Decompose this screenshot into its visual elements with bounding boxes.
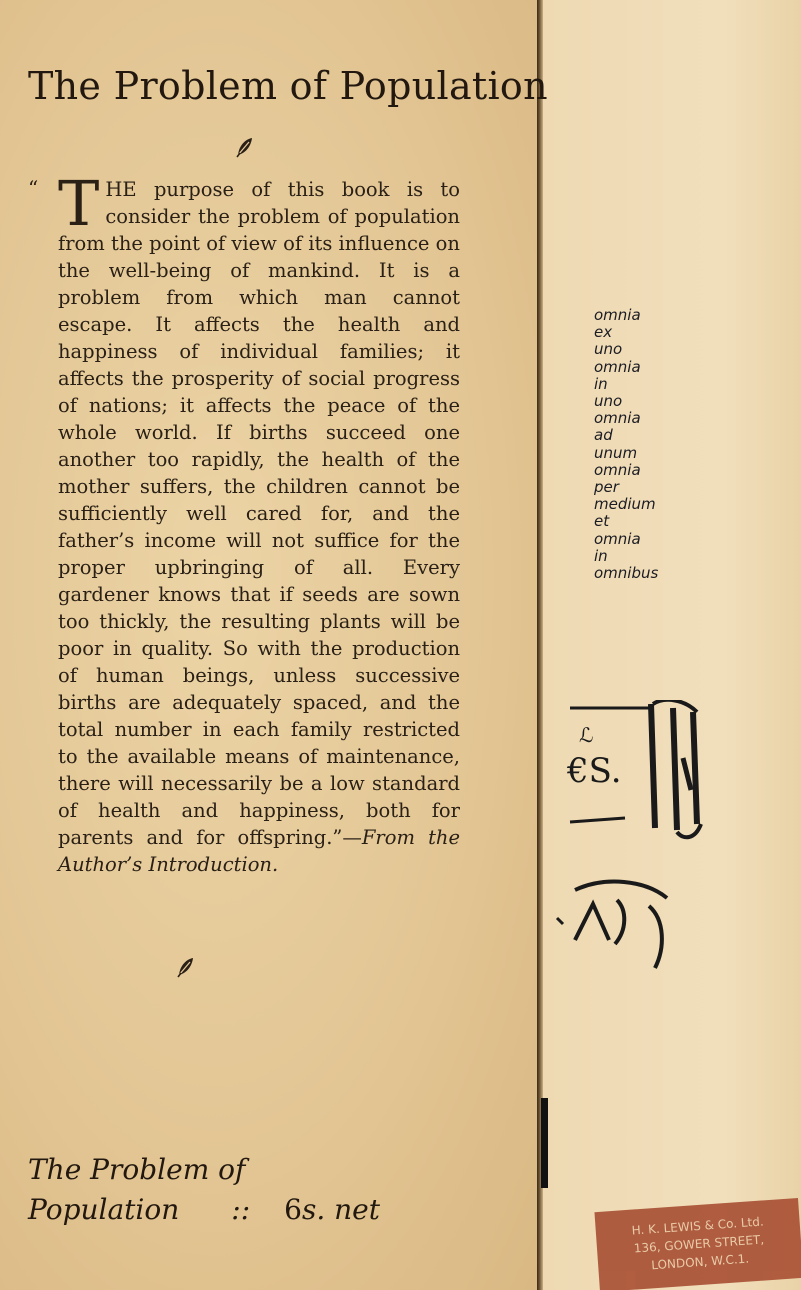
motto-word: uno xyxy=(594,392,623,411)
motto-word: omnia xyxy=(594,357,641,376)
drop-cap: T xyxy=(58,167,100,240)
motto-word: omnibus xyxy=(594,564,659,583)
introduction-text: HE purpose of this book is to consider the problem of population from the point of view of its influence on the well-being of mankind. It is a problem from which man cannot escape. It affects the health and happiness of individual families; it affects the prosperity of social progress of nations; it affects the peace of the whole world. If births succeed one another too rapidly, the health of the mother suffers, the children cannot be sufficiently well cared for, and the father’s income will not suffice for the proper upbringing of all. Every gardener knows that if seeds are sown too thickly, the resulting plants will be poor in quality. So with the production of human beings, unless successive births are adequately spaced, and the total number in each family restricted to the available means of maintenance, there will necessarily be a low standard of health and happiness, both for parents and for offspring.”— xyxy=(58,178,460,849)
stamp-line3: LONDON, W.C.1. xyxy=(650,1251,750,1273)
publisher-logo-fragment-icon xyxy=(555,870,695,985)
bottom-title-line2: Population xyxy=(28,1193,180,1226)
price-amount: 6 xyxy=(284,1193,302,1226)
quote-attribution: From the Author’s Introduction. xyxy=(58,826,461,876)
svg-text:ℒ: ℒ xyxy=(579,723,594,747)
bottom-title-line2-row xyxy=(28,1190,380,1230)
leaf-ornament-icon xyxy=(176,956,196,978)
stamp-line1: H. K. LEWIS & Co. Ltd. xyxy=(631,1214,765,1238)
motto-word: ex xyxy=(594,323,613,342)
bottom-title-block xyxy=(28,1150,380,1230)
bookseller-stamp xyxy=(594,1198,801,1290)
stamp-line2: 136, GOWER STREET, xyxy=(633,1232,765,1256)
leaf-ornament-icon xyxy=(235,136,255,158)
price xyxy=(284,1190,380,1230)
motto-word: unum xyxy=(594,443,638,462)
side-page xyxy=(543,0,801,1290)
motto-word: omnia xyxy=(594,529,641,548)
price-unit: s. net xyxy=(301,1193,380,1226)
motto-word: omnia xyxy=(594,460,641,479)
motto-word: in xyxy=(594,546,608,565)
motto-word: medium xyxy=(594,495,656,514)
latin-motto xyxy=(594,307,734,582)
introduction-quote xyxy=(58,167,461,878)
motto-word: et xyxy=(594,512,610,531)
motto-word: in xyxy=(594,374,608,393)
bottom-title-line1: The Problem of xyxy=(28,1153,246,1186)
motto-word: ad xyxy=(594,426,613,445)
motto-word: omnia xyxy=(594,409,641,428)
svg-text:€S.: €S. xyxy=(567,751,622,791)
dark-bar-mark xyxy=(541,1098,548,1188)
page-title: The Problem of Population xyxy=(28,64,548,108)
motto-word: omnia xyxy=(594,306,641,324)
motto-word: uno xyxy=(594,340,623,359)
motto-word: per xyxy=(594,478,619,497)
opening-quote-mark: “ xyxy=(28,176,39,200)
publisher-logo-icon xyxy=(565,700,715,850)
colon-separator: :: xyxy=(231,1193,251,1226)
